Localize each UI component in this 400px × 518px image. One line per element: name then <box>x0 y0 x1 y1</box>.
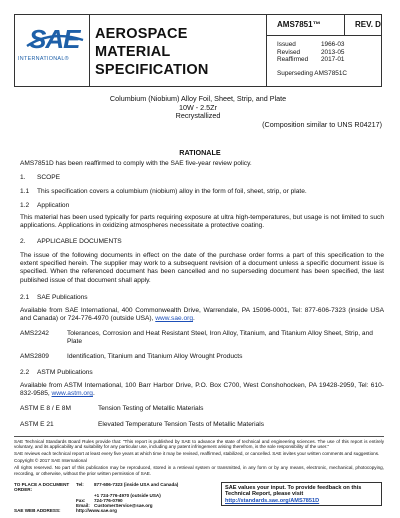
section-1-heading: 1. SCOPE <box>20 174 61 181</box>
customer-service-email[interactable]: CustomerService@sae.org <box>94 503 153 509</box>
section-2-heading: 2. APPLICABLE DOCUMENTS <box>20 238 122 245</box>
sae-logo <box>17 20 89 80</box>
feedback-link[interactable]: http://standards.sae.org/AMS7851D <box>225 497 320 504</box>
section-2-text: The issue of the following documents in effect on the date of the purchase order forms a part of this specification to the extent specified herein. The supplier may work to a subsequent revision of a document unless a specific document issue is specified. When the referenced document has been cancelled and no superseding document has been specified, the last published issue of that document shall apply. <box>20 252 384 284</box>
feedback-box: SAE values your input. To provide feedback on this Technical Report, please visit http://standards.sae.org/AMS7851D <box>221 482 382 506</box>
revision-label: REV. D <box>355 20 381 29</box>
rationale-heading: RATIONALE <box>179 148 221 157</box>
astm-website-link[interactable]: www.astm.org <box>51 390 93 398</box>
footer-legal-text: SAE Technical Standards Board Rules provide that: "This report is published by SAE to advance the state of technical and engineering sciences. The use of this report is entirely voluntary, and its applicability and suitability for any particular use, including any patent infringement arising therefrom, is the sole responsibility of the user." SAE reviews each technical report at least every five years at which time it may be revised, reaffirmed, stabilized, or cancelled. SAE invites your written comments and suggestions. Copyright © 2017 SAE International All rights reserved. No part of this publication may be reproduced, stored in a retrieval system or transmitted, in any form or by any means, electronic, mechanical, photocopying, recording, or otherwise, without the prior written permission of SAE. <box>14 439 384 476</box>
doc-row-astm-e8: ASTM E 8 / E 8M Tension Testing of Metallic Materials <box>20 405 204 412</box>
date-list <box>277 41 344 64</box>
doc-row-ams2242: AMS2242 Tolerances, Corrosion and Heat Resistant Steel, Iron Alloy, Titanium, and Titanium Alloy Sheet, Strip, and Plate <box>20 330 373 346</box>
logo-word: SAE <box>29 24 80 54</box>
logo-subtitle: INTERNATIONAL® <box>18 56 69 62</box>
document-type-title: AEROSPACE MATERIAL SPECIFICATION <box>95 26 209 78</box>
doc-row-ams2809: AMS2809 Identification, Titanium and Titanium Alloy Wrought Products <box>20 353 243 360</box>
document-header <box>14 14 382 87</box>
section-1-1: 1.1 This specification covers a columbium (niobium) alloy in the form of foil, sheet, strip, or plate. <box>20 188 307 195</box>
section-2-1-heading: 2.1 SAE Publications <box>20 294 88 301</box>
rationale-text: AMS7851D has been reaffirmed to comply with the SAE five-year review policy. <box>20 160 252 167</box>
footer-divider <box>14 436 384 437</box>
section-2-2-heading: 2.2 ASTM Publications <box>20 369 93 376</box>
order-contact-block: TO PLACE A DOCUMENT ORDER: Tel: 877-606-7323 (inside USA and Canada) +1 724-776-4970 (outside USA) Fax: 724-776-0790 Email: CustomerService@sae.org SAE WEB ADDRESS: http://www.sae.org <box>14 482 179 514</box>
sae-web-address[interactable]: http://www.sae.org <box>76 508 117 514</box>
sae-website-link[interactable]: www.sae.org <box>155 315 194 323</box>
date-reaffirmed: Reaffirmed 2017-01 <box>277 56 345 64</box>
document-number: AMS7851™ <box>277 20 321 29</box>
section-1-2-text: This material has been used typically for parts requiring exposure at ultra high-temperatures, but usage is not limited to such applications. Applications in oxidizing atmospheres necessitate a protective coating. <box>20 214 384 230</box>
section-2-1-text: Available from SAE International, 400 Commonwealth Drive, Warrendale, PA 15096-0001, Tel: 877-606-7323 (inside USA and Canada) or 724-776-4970 (outside USA), www.sae.org. <box>20 307 384 323</box>
date-revised: Revised 2013-05 <box>277 48 345 56</box>
section-2-2-text: Available from ASTM International, 100 Barr Harbor Drive, P.O. Box C700, West Conshohocken, PA 19428-2959, Tel: 610-832-9585, www.astm.org. <box>20 382 384 398</box>
doc-row-astm-e21: ASTM E 21 Elevated Temperature Tension Tests of Metallic Materials <box>20 421 265 428</box>
subject-block: Columbium (Niobium) Alloy Foil, Sheet, Strip, and Plate 10W - 2.5Zr Recrystallized (Composition similar to UNS R04217) <box>109 94 382 129</box>
date-issued: Issued 1966-03 <box>277 41 345 48</box>
section-1-2-heading: 1.2 Application <box>20 202 70 209</box>
superseding-note: Superseding AMS7851C <box>277 70 347 77</box>
